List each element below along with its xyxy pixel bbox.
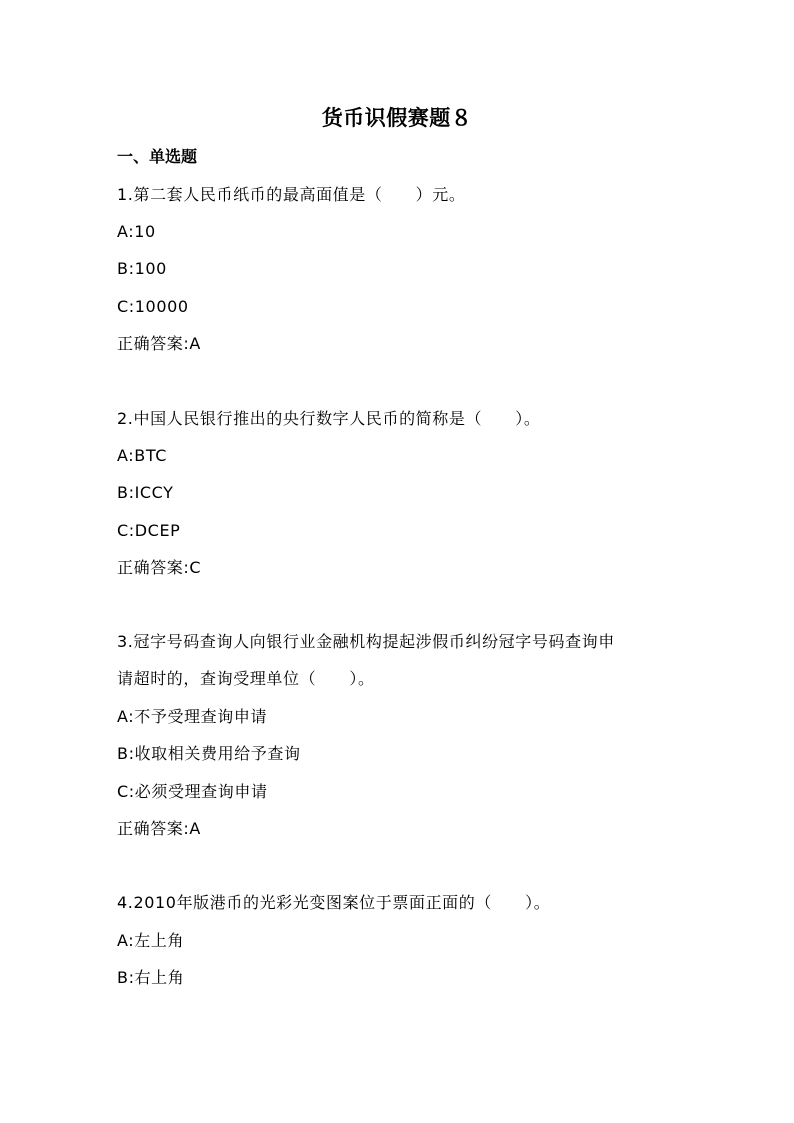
question-2-option-c: C:DCEP xyxy=(117,521,181,540)
question-1-option-a: A:10 xyxy=(117,222,156,241)
question-4-option-a: A:左上角 xyxy=(117,931,185,950)
question-1-stem: 1.第二套人民币纸币的最高面值是（ ）元。 xyxy=(117,185,466,204)
question-3-option-a: A:不予受理查询申请 xyxy=(117,707,268,726)
question-4-stem: 4.2010年版港币的光彩光变图案位于票面正面的（ ）。 xyxy=(117,893,551,912)
question-3-stem: 3.冠字号码查询人向银行业金融机构提起涉假币纠纷冠字号码查询申 xyxy=(117,632,615,651)
question-2-option-a: A:BTC xyxy=(117,446,168,465)
question-2-answer: 正确答案:C xyxy=(117,558,202,577)
question-2-stem: 2.中国人民银行推出的央行数字人民币的简称是（ ）。 xyxy=(117,409,541,428)
question-3-stem-continued: 请超时的，查询受理单位（ ）。 xyxy=(117,669,375,688)
section-heading: 一、单选题 xyxy=(117,147,198,166)
question-3-answer: 正确答案:A xyxy=(117,819,201,838)
question-1-option-c: C:10000 xyxy=(117,297,189,316)
question-4-option-b: B:右上角 xyxy=(117,968,185,987)
document-title: 货币识假赛题８ xyxy=(321,106,473,130)
question-3-option-c: C:必须受理查询申请 xyxy=(117,782,268,801)
question-2-option-b: B:ICCY xyxy=(117,483,174,502)
question-1-answer: 正确答案:A xyxy=(117,334,201,353)
question-1-option-b: B:100 xyxy=(117,259,167,278)
question-3-option-b: B:收取相关费用给予查询 xyxy=(117,744,301,763)
